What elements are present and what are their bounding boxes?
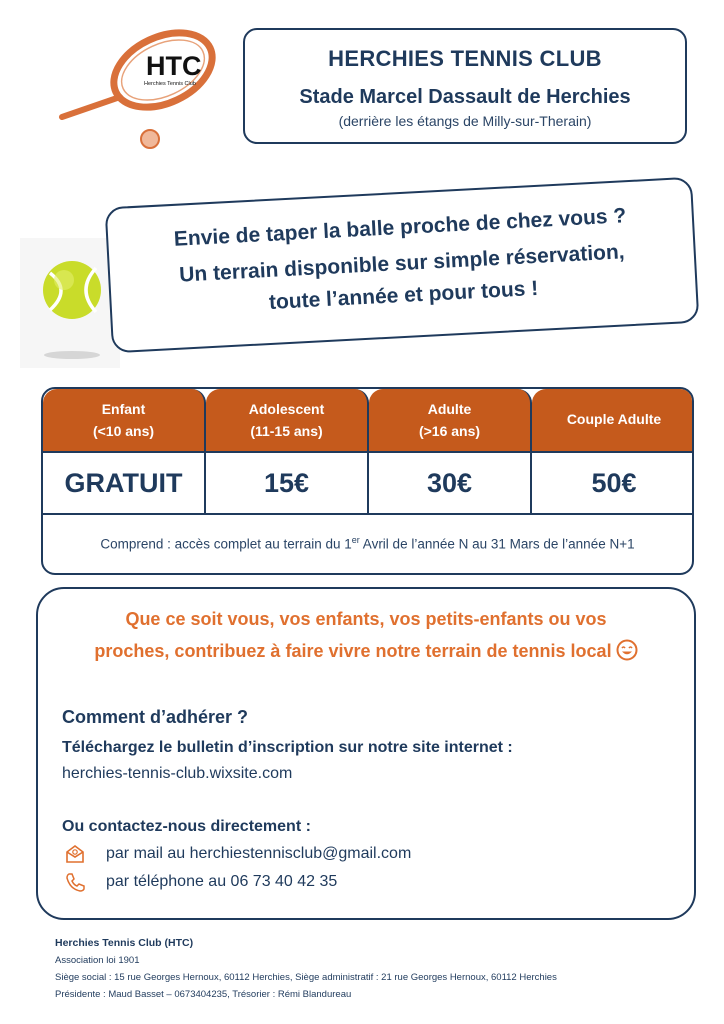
logo-subtitle: Herchies Tennis Club — [144, 81, 196, 87]
logo-initials: HTC — [146, 51, 202, 81]
stadium-name: Stade Marcel Dassault de Herchies — [299, 86, 631, 108]
pricing-note-text-end: Avril de l’année N au 31 Mars de l’année N+1 — [359, 536, 635, 552]
price-header — [43, 389, 206, 451]
smiley-icon — [616, 639, 638, 661]
phone-contact[interactable] — [64, 871, 337, 893]
slogan-line-2: Un terrain disponible sur simple réservation, — [178, 240, 626, 287]
price-value: GRATUIT — [43, 451, 206, 515]
club-name: HERCHIES TENNIS CLUB — [328, 46, 602, 71]
footer-address: Siège social : 15 rue Georges Hernoux, 60112 Herchies, Siège administratif : 21 rue Georges Hernoux, 60112 Herchies — [55, 972, 557, 983]
footer-officers: Présidente : Maud Basset – 0673404235, Trésorier : Rémi Blandureau — [55, 989, 352, 1000]
footer — [55, 935, 695, 1003]
price-column-couple-adulte — [532, 389, 694, 515]
promo-line-2-wrap — [38, 635, 694, 667]
location-note: (derrière les étangs de Milly-sur-Therain) — [338, 113, 592, 129]
price-age-range: (11-15 ans) — [250, 423, 323, 439]
promo-line-1: Que ce soit vous, vos enfants, vos petits-enfants ou vos — [125, 609, 607, 629]
price-header — [532, 389, 694, 451]
mail-text[interactable]: par mail au herchiestennisclub@gmail.com — [106, 845, 412, 862]
slogan-box — [105, 177, 700, 354]
price-category: Enfant — [101, 401, 146, 417]
mail-icon — [64, 843, 86, 865]
price-value: 30€ — [369, 451, 532, 515]
header-box — [243, 28, 687, 144]
pricing-note-text: Comprend : accès complet au terrain du 1 — [100, 536, 352, 552]
footer-club-name: Herchies Tennis Club (HTC) — [55, 937, 194, 949]
how-to-join-title: Comment d’adhérer ? — [62, 707, 249, 727]
pricing-note-sup: er — [351, 535, 360, 545]
slogan-line-3: toute l’année et pour tous ! — [268, 276, 539, 314]
htc-logo — [50, 25, 230, 160]
tennis-racket-logo — [50, 25, 230, 160]
price-column-adulte — [369, 389, 532, 515]
price-header — [206, 389, 369, 451]
mail-contact[interactable] — [64, 843, 411, 865]
phone-text[interactable]: par téléphone au 06 73 40 42 35 — [106, 873, 338, 890]
price-age-range: (<10 ans) — [92, 423, 155, 439]
website-link[interactable]: herchies-tennis-club.wixsite.com — [62, 765, 293, 782]
slogan-line-1: Envie de taper la balle proche de chez vous ? — [173, 204, 627, 251]
pricing-note — [43, 535, 692, 552]
promo-line-2: proches, contribuez à faire vivre notre terrain de tennis local — [94, 641, 612, 661]
price-header — [369, 389, 532, 451]
price-column-adolescent — [206, 389, 369, 515]
phone-icon — [64, 871, 86, 893]
promo-text — [38, 603, 694, 667]
pricing-table — [41, 387, 694, 575]
price-column-enfant — [43, 389, 206, 515]
footer-association: Association loi 1901 — [55, 955, 140, 966]
price-age-range: (>16 ans) — [418, 423, 481, 439]
price-value: 15€ — [206, 451, 369, 515]
download-instruction: Téléchargez le bulletin d’inscription sur notre site internet : — [62, 739, 513, 756]
price-category: Couple Adulte — [566, 411, 662, 427]
price-category: Adolescent — [248, 401, 325, 417]
tennis-ball-icon — [20, 238, 120, 368]
price-category: Adulte — [427, 401, 472, 417]
contact-title: Ou contactez-nous directement : — [62, 818, 311, 835]
tennis-ball-image — [20, 238, 120, 368]
info-box — [36, 587, 696, 920]
price-value: 50€ — [532, 451, 694, 515]
